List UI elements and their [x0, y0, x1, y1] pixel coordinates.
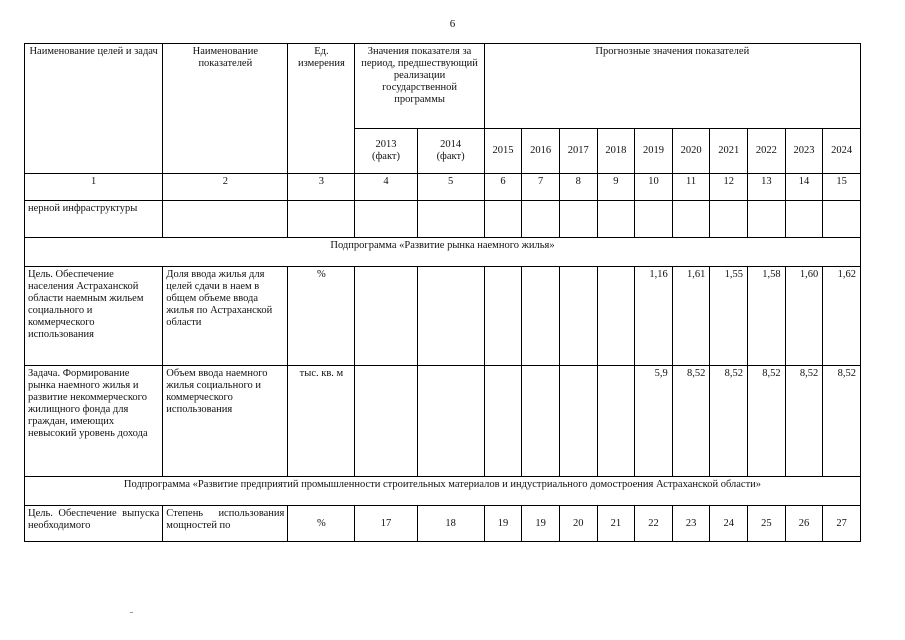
indicator-cell: Доля ввода жилья для целей сдачи в наем в общем объеме ввода жилья по Астраханской области — [163, 267, 288, 366]
unit-cell: тыс. кв. м — [288, 366, 355, 477]
indicator-cell — [163, 201, 288, 238]
value-cell — [597, 201, 635, 238]
value-cell: 24 — [710, 506, 748, 542]
year-2020: 2020 — [672, 129, 710, 174]
indicator-cell: Степень использования мощностей по — [163, 506, 288, 542]
col-num: 12 — [710, 174, 748, 201]
value-cell: 8,52 — [672, 366, 710, 477]
value-cell: 19 — [522, 506, 560, 542]
value-cell — [484, 366, 522, 477]
subprogram-title: Подпрограмма «Развитие предприятий промышленности строительных материалов и индустриального домостроения Астраханской области» — [25, 477, 861, 506]
value-cell — [484, 267, 522, 366]
value-cell — [559, 267, 597, 366]
year-2017: 2017 — [559, 129, 597, 174]
value-cell — [484, 201, 522, 238]
table-row — [25, 506, 861, 542]
year-2016: 2016 — [522, 129, 560, 174]
col-num: 14 — [785, 174, 823, 201]
value-cell — [522, 267, 560, 366]
subprogram-row — [25, 238, 861, 267]
value-cell — [785, 201, 823, 238]
value-cell — [823, 201, 861, 238]
value-cell — [522, 201, 560, 238]
scan-speck — [130, 612, 133, 613]
value-cell: 18 — [417, 506, 484, 542]
value-cell: 1,16 — [635, 267, 673, 366]
value-cell: 21 — [597, 506, 635, 542]
header-forecast: Прогнозные значения показателей — [484, 44, 860, 129]
value-cell: 20 — [559, 506, 597, 542]
col-num: 1 — [25, 174, 163, 201]
indicators-table — [24, 43, 861, 542]
value-cell: 8,52 — [823, 366, 861, 477]
col-num: 11 — [672, 174, 710, 201]
value-cell — [748, 201, 786, 238]
year-2023: 2023 — [785, 129, 823, 174]
col-num: 7 — [522, 174, 560, 201]
year-2014-label: 2014 — [440, 139, 462, 150]
value-cell — [710, 201, 748, 238]
value-cell: 1,61 — [672, 267, 710, 366]
value-cell: 8,52 — [785, 366, 823, 477]
value-cell: 27 — [823, 506, 861, 542]
value-cell: 8,52 — [710, 366, 748, 477]
col-num: 8 — [559, 174, 597, 201]
year-2013-label: 2013 — [375, 139, 397, 150]
col-num: 13 — [748, 174, 786, 201]
col-num: 15 — [823, 174, 861, 201]
value-cell — [635, 201, 673, 238]
value-cell: 8,52 — [748, 366, 786, 477]
value-cell: 22 — [635, 506, 673, 542]
value-cell: 1,55 — [710, 267, 748, 366]
value-cell — [672, 201, 710, 238]
year-2021: 2021 — [710, 129, 748, 174]
year-2019: 2019 — [635, 129, 673, 174]
page-number: 6 — [449, 18, 456, 30]
col-num: 2 — [163, 174, 288, 201]
header-row-1 — [25, 44, 861, 129]
year-2014-note: (факт) — [436, 151, 465, 162]
header-goals: Наименование целей и задач — [25, 44, 163, 174]
year-2018: 2018 — [597, 129, 635, 174]
value-cell — [355, 366, 417, 477]
table-row — [25, 267, 861, 366]
col-num: 4 — [355, 174, 417, 201]
year-2015: 2015 — [484, 129, 522, 174]
goal-cell: Цель. Обеспечение населения Астраханской области наемным жильем социального и коммерческого использования — [25, 267, 163, 366]
goal-cell: Задача. Формирование рынка наемного жилья и развитие некоммерческого жилищного фонда для граждан, имеющих невысокий уровень дохода — [25, 366, 163, 477]
table-row — [25, 366, 861, 477]
value-cell — [559, 201, 597, 238]
value-cell: 1,62 — [823, 267, 861, 366]
value-cell: 26 — [785, 506, 823, 542]
goal-cell: нерной инфраструктуры — [25, 201, 163, 238]
col-num: 10 — [635, 174, 673, 201]
value-cell — [417, 201, 484, 238]
value-cell — [597, 366, 635, 477]
header-period: Значения показателя за период, предшествующий реализации государственной программы — [355, 44, 484, 129]
unit-cell: % — [288, 267, 355, 366]
unit-cell — [288, 201, 355, 238]
value-cell — [355, 201, 417, 238]
year-2013 — [355, 129, 417, 174]
col-num: 3 — [288, 174, 355, 201]
year-2013-note: (факт) — [371, 151, 400, 162]
value-cell: 23 — [672, 506, 710, 542]
header-indicators: Наименование показателей — [163, 44, 288, 174]
unit-cell: % — [288, 506, 355, 542]
value-cell — [417, 366, 484, 477]
year-2024: 2024 — [823, 129, 861, 174]
year-2014 — [417, 129, 484, 174]
value-cell: 25 — [748, 506, 786, 542]
value-cell: 1,58 — [748, 267, 786, 366]
year-2022: 2022 — [748, 129, 786, 174]
col-num: 6 — [484, 174, 522, 201]
goal-cell: Цель. Обеспечение выпуска необходимого — [25, 506, 163, 542]
col-num: 5 — [417, 174, 484, 201]
subprogram-title: Подпрограмма «Развитие рынка наемного жилья» — [25, 238, 861, 267]
value-cell — [559, 366, 597, 477]
value-cell — [355, 267, 417, 366]
value-cell: 17 — [355, 506, 417, 542]
subprogram-row — [25, 477, 861, 506]
value-cell: 5,9 — [635, 366, 673, 477]
value-cell: 19 — [484, 506, 522, 542]
indicator-cell: Объем ввода наемного жилья социального и коммерческого использования — [163, 366, 288, 477]
column-numbers-row — [25, 174, 861, 201]
col-num: 9 — [597, 174, 635, 201]
value-cell — [522, 366, 560, 477]
header-unit: Ед. измерения — [288, 44, 355, 174]
value-cell — [417, 267, 484, 366]
table-row — [25, 201, 861, 238]
value-cell — [597, 267, 635, 366]
value-cell: 1,60 — [785, 267, 823, 366]
